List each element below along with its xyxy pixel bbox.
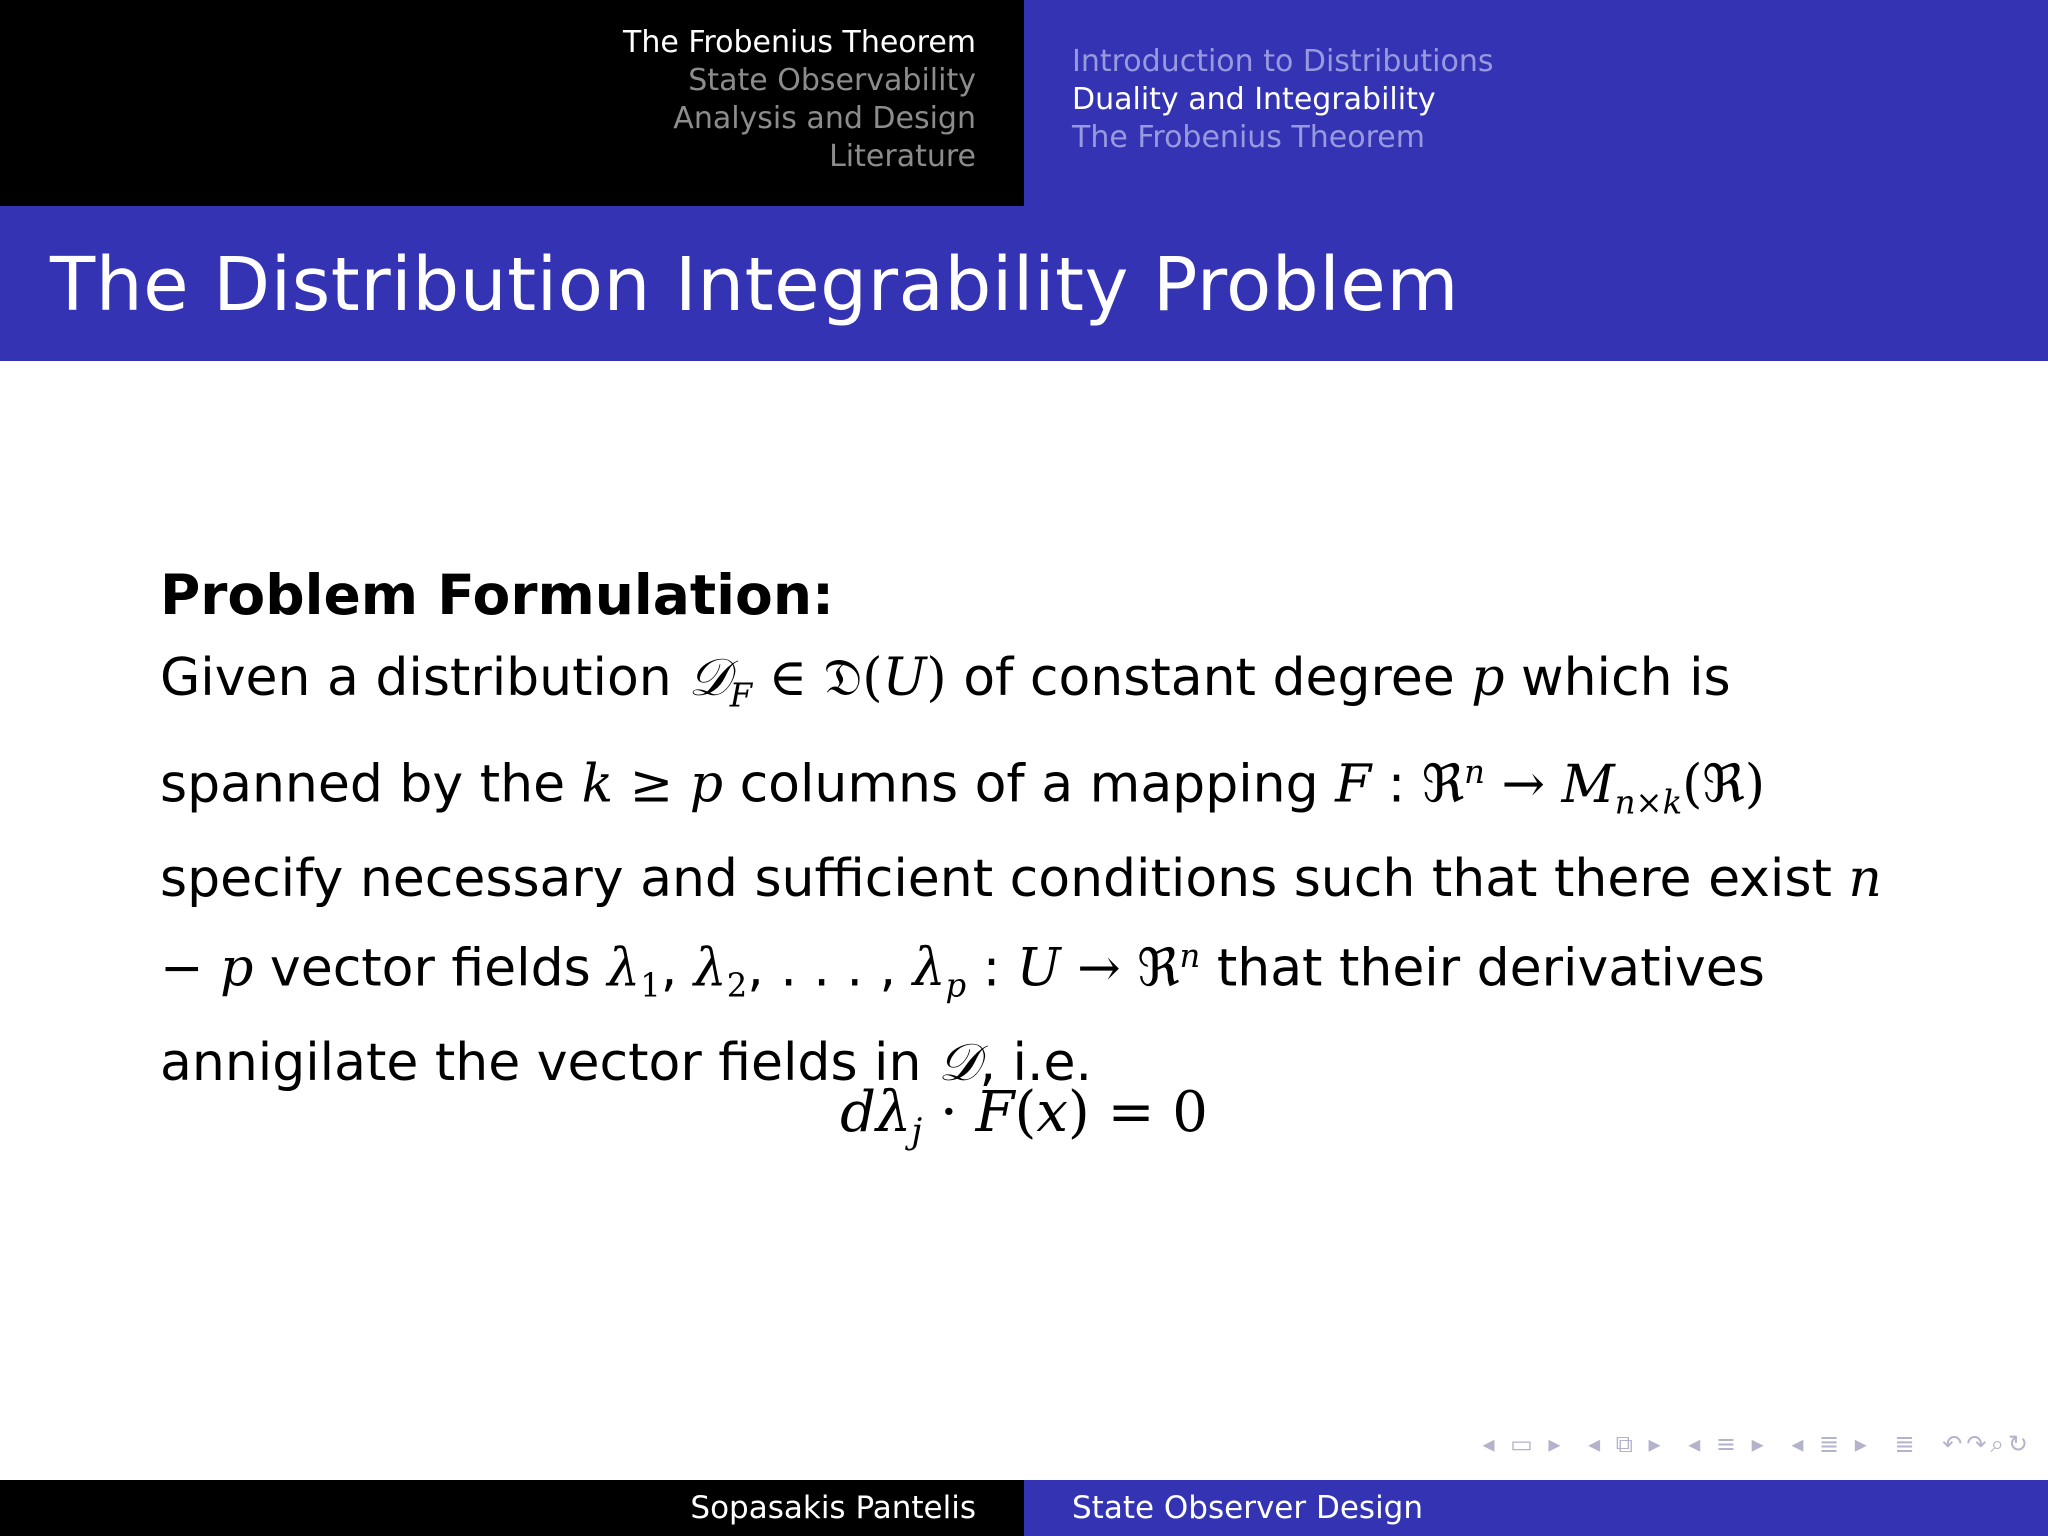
subsection-list <box>1072 43 1494 157</box>
header-section-nav <box>0 0 1024 206</box>
footer-talk-title: State Observer Design <box>1072 1490 1424 1526</box>
nav-section-icon[interactable]: ◂ ≡ ▸ <box>1688 1430 1768 1458</box>
section-item-analysis-design[interactable]: Analysis and Design <box>673 101 976 136</box>
section-item-frobenius[interactable]: The Frobenius Theorem <box>623 25 976 60</box>
footer-author: Sopasakis Pantelis <box>690 1490 976 1526</box>
footer-author-bar <box>0 1480 1024 1536</box>
subsection-item-duality[interactable]: Duality and Integrability <box>1072 82 1436 117</box>
header-subsection-nav <box>1024 0 2048 206</box>
nav-subsection-list-icon[interactable]: ◂ ≣ ▸ <box>1791 1430 1871 1458</box>
section-item-observability[interactable]: State Observability <box>688 63 976 98</box>
nav-frame-icon[interactable]: ◂ ▭ ▸ <box>1482 1430 1565 1458</box>
section-list <box>623 24 976 176</box>
problem-heading: Problem Formulation: <box>160 563 834 627</box>
problem-statement: Given a distribution 𝒟$_F$ ∈ 𝔇(U) of constant degree p which is spanned by the k ≥ p columns of a mapping F : ℜ$^n$ → $M_{n\times k}(ℜ)$ specify necessary and sufficient conditions such that there exist n − p vector fields $\lambda_1$, $\lambda_2$, . . . , $\lambda_p$ : U → ℜ$^n$ that their derivatives annigilate the vector fields in 𝒟, i.e. <box>160 648 1882 1093</box>
footer-title-bar <box>1024 1480 2048 1536</box>
beamer-navigation-bar <box>1476 1430 2038 1470</box>
nav-subsection-icon[interactable]: ◂ ⧉ ▸ <box>1588 1430 1665 1458</box>
slide-title: The Distribution Integrability Problem <box>50 242 1459 328</box>
subsection-item-intro-distributions[interactable]: Introduction to Distributions <box>1072 44 1494 79</box>
nav-search-icon[interactable]: ↶↷⌕↻ <box>1942 1430 2032 1458</box>
equation-annihilation: $d\lambda_j \cdot F(x) = 0$ <box>840 1080 1208 1153</box>
section-item-literature[interactable]: Literature <box>829 139 976 174</box>
nav-document-icon[interactable]: ≣ <box>1894 1430 1919 1458</box>
subsection-item-frobenius[interactable]: The Frobenius Theorem <box>1072 120 1425 155</box>
slide-title-bar <box>0 206 2048 361</box>
slide-content <box>160 560 1900 1102</box>
